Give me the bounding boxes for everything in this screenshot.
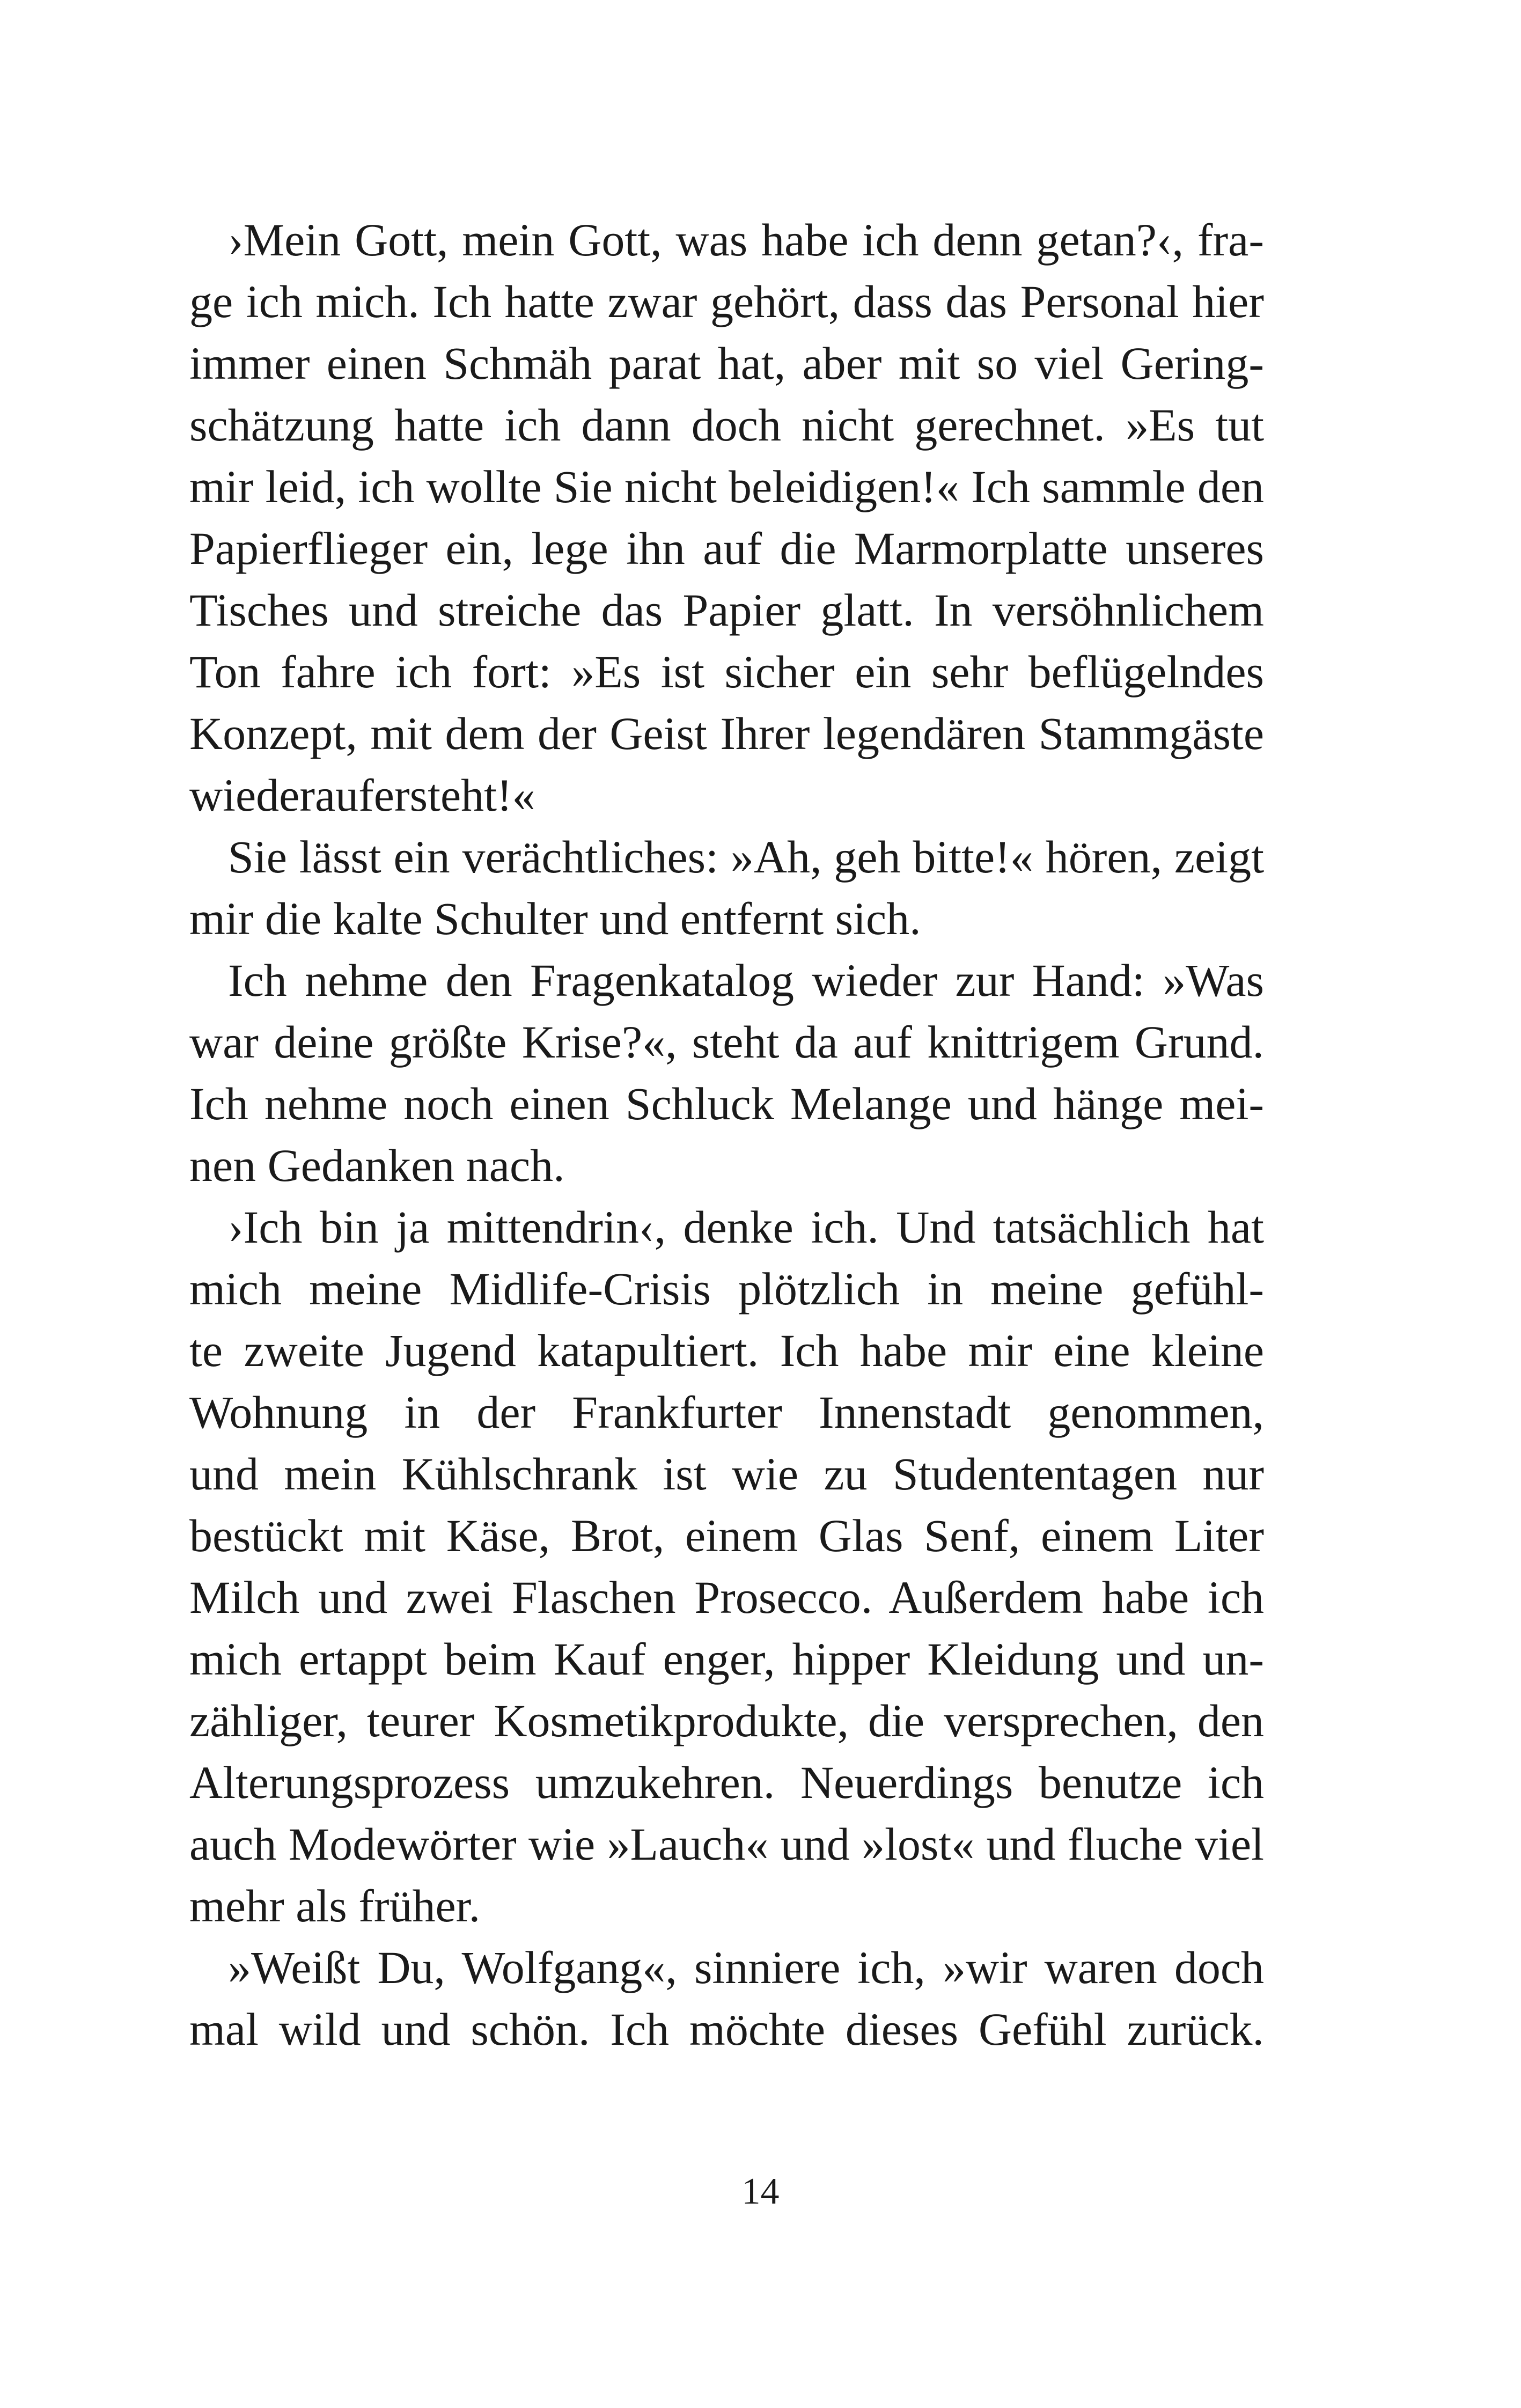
text-line: mir leid, ich wollte Sie nicht beleidigen!« Ich sammle den bbox=[189, 461, 1264, 512]
text-line: »Weißt Du, Wolfgang«, sinniere ich, »wir waren doch bbox=[228, 1942, 1264, 1993]
text-line: Sie lässt ein verächtliches: »Ah, geh bitte!« hören, zeigt bbox=[228, 831, 1264, 883]
text-line: auch Modewörter wie »Lauch« und »lost« und fluche viel bbox=[189, 1818, 1264, 1870]
text-line: ge ich mich. Ich hatte zwar gehört, dass das Personal hier bbox=[189, 276, 1264, 327]
text-line: Wohnung in der Frankfurter Innenstadt genommen, bbox=[189, 1386, 1264, 1438]
paragraph bbox=[189, 1196, 1264, 1937]
text-line: Ich nehme den Fragenkatalog wieder zur Hand: »Was bbox=[228, 955, 1264, 1006]
text-line: mich meine Midlife-Crisis plötzlich in meine gefühl- bbox=[189, 1263, 1264, 1315]
paragraph bbox=[189, 209, 1264, 826]
text-line: Konzept, mit dem der Geist Ihrer legendären Stammgäste bbox=[189, 708, 1264, 759]
text-line: mich ertappt beim Kauf enger, hipper Kleidung und un- bbox=[189, 1633, 1264, 1685]
text-line: ›Ich bin ja mittendrin‹, denke ich. Und tatsächlich hat bbox=[228, 1201, 1264, 1253]
text-line: Ich nehme noch einen Schluck Melange und hänge mei- bbox=[189, 1078, 1264, 1129]
paragraph bbox=[189, 950, 1264, 1196]
text-line: nen Gedanken nach. bbox=[189, 1140, 565, 1191]
text-line: und mein Kühlschrank ist wie zu Studententagen nur bbox=[189, 1448, 1264, 1500]
text-line: mir die kalte Schulter und entfernt sich. bbox=[189, 893, 921, 944]
paragraph bbox=[189, 826, 1264, 950]
text-line: Milch und zwei Flaschen Prosecco. Außerdem habe ich bbox=[189, 1572, 1264, 1623]
text-line: Ton fahre ich fort: »Es ist sicher ein sehr beflügelndes bbox=[189, 646, 1264, 698]
text-line: zähliger, teurer Kosmetikprodukte, die versprechen, den bbox=[189, 1695, 1264, 1746]
text-line: mal wild und schön. Ich möchte dieses Gefühl zurück. bbox=[189, 2003, 1264, 2055]
text-line: war deine größte Krise?«, steht da auf knittrigem Grund. bbox=[189, 1016, 1264, 1068]
paragraph bbox=[189, 1937, 1264, 2060]
text-line: ›Mein Gott, mein Gott, was habe ich denn getan?‹, fra- bbox=[228, 214, 1264, 266]
page-body bbox=[189, 209, 1264, 2060]
text-line: immer einen Schmäh parat hat, aber mit so viel Gering- bbox=[189, 337, 1264, 389]
text-line: Tisches und streiche das Papier glatt. In versöhnlichem bbox=[189, 584, 1264, 636]
text-line: bestückt mit Käse, Brot, einem Glas Senf, einem Liter bbox=[189, 1510, 1264, 1561]
page-number: 14 bbox=[741, 2171, 780, 2212]
text-line: mehr als früher. bbox=[189, 1880, 481, 1932]
text-line: Alterungsprozess umzukehren. Neuerdings benutze ich bbox=[189, 1757, 1264, 1808]
text-line: schätzung hatte ich dann doch nicht gerechnet. »Es tut bbox=[189, 399, 1264, 451]
text-line: wiederaufersteht!« bbox=[189, 769, 535, 821]
text-line: te zweite Jugend katapultiert. Ich habe mir eine kleine bbox=[189, 1325, 1264, 1376]
text-line: Papierflieger ein, lege ihn auf die Marmorplatte unseres bbox=[189, 523, 1264, 574]
